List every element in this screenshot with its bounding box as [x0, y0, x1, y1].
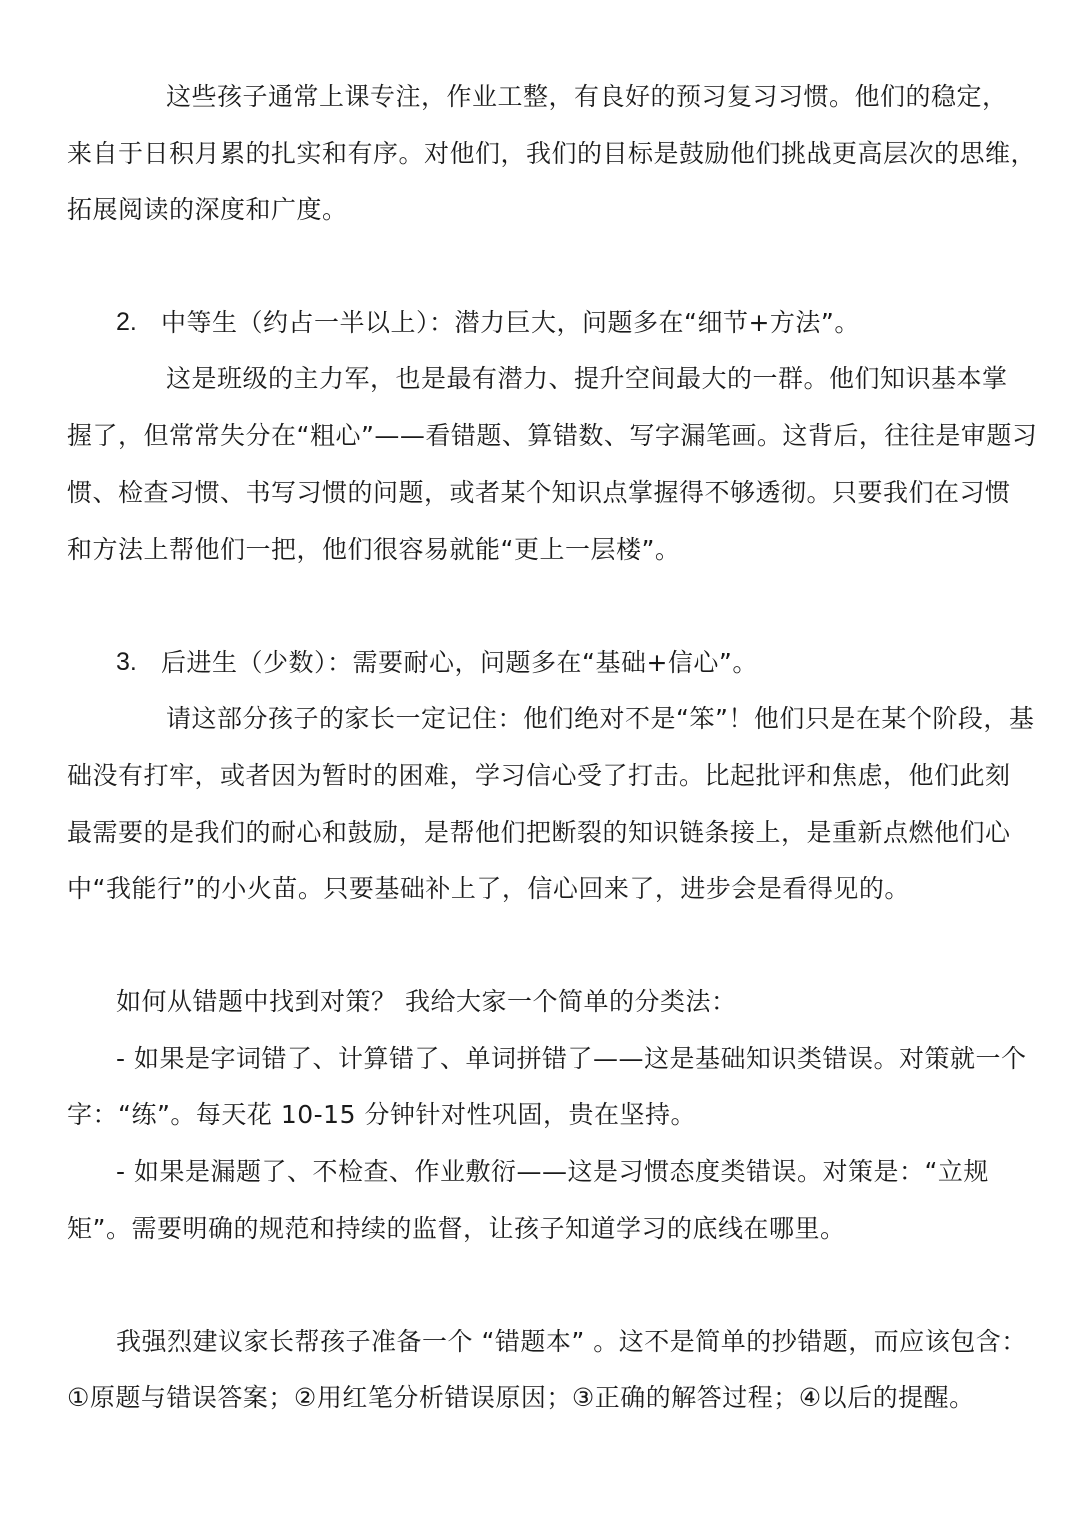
paragraph-4-line-3: 字：“练”。每天花 10-15 分钟针对性巩固，贵在坚持。 — [67, 1100, 696, 1129]
paragraph-2-line-2: 握了，但常常失分在“粗心”——看错题、算错数、写字漏笔画。这背后，往往是审题习 — [67, 421, 1038, 450]
paragraph-3-line-1: 请这部分孩子的家长一定记住：他们绝对不是“笨”！他们只是在某个阶段，基 — [166, 704, 1035, 733]
paragraph-4-line-2: - 如果是字词错了、计算错了、单词拼错了——这是基础知识类错误。对策就一个 — [116, 1044, 1027, 1073]
paragraph-4-line-4: - 如果是漏题了、不检查、作业敷衍——这是习惯态度类错误。对策是：“立规 — [116, 1157, 989, 1186]
heading-2-number: 2. — [116, 308, 137, 336]
paragraph-3-line-4: 中“我能行”的小火苗。只要基础补上了，信心回来了，进步会是看得见的。 — [67, 874, 910, 903]
paragraph-2-line-4: 和方法上帮他们一把，他们很容易就能“更上一层楼”。 — [67, 535, 681, 564]
paragraph-2-line-1: 这是班级的主力军，也是最有潜力、提升空间最大的一群。他们知识基本掌 — [166, 364, 1008, 393]
paragraph-4-line-5: 矩”。需要明确的规范和持续的监督，让孩子知道学习的底线在哪里。 — [67, 1214, 846, 1243]
heading-2-text: 中等生（约占一半以上）：潜力巨大，问题多在“细节+方法”。 — [161, 308, 860, 337]
paragraph-2-line-3: 惯、检查习惯、书写习惯的问题，或者某个知识点掌握得不够透彻。只要我们在习惯 — [67, 478, 1011, 507]
paragraph-1-line-1: 这些孩子通常上课专注，作业工整，有良好的预习复习习惯。他们的稳定， — [166, 82, 1008, 111]
paragraph-5-line-2: ①原题与错误答案；②用红笔分析错误原因；③正确的解答过程；④以后的提醒。 — [67, 1383, 975, 1412]
heading-3-number: 3. — [116, 648, 137, 676]
paragraph-3-line-3: 最需要的是我们的耐心和鼓励，是帮他们把断裂的知识链条接上，是重新点燃他们心 — [67, 818, 1011, 847]
paragraph-3-line-2: 础没有打牢，或者因为暂时的困难，学习信心受了打击。比起批评和焦虑，他们此刻 — [67, 761, 1011, 790]
heading-3-text: 后进生（少数）：需要耐心，问题多在“基础+信心”。 — [161, 648, 758, 677]
paragraph-5-line-1: 我强烈建议家长帮孩子准备一个 “错题本” 。这不是简单的抄错题，而应该包含： — [116, 1327, 1027, 1356]
paragraph-4-line-1: 如何从错题中找到对策？ 我给大家一个简单的分类法： — [116, 987, 737, 1016]
paragraph-1-line-2: 来自于日积月累的扎实和有序。对他们，我们的目标是鼓励他们挑战更高层次的思维， — [67, 139, 1037, 168]
paragraph-1-line-3: 拓展阅读的深度和广度。 — [67, 195, 348, 224]
